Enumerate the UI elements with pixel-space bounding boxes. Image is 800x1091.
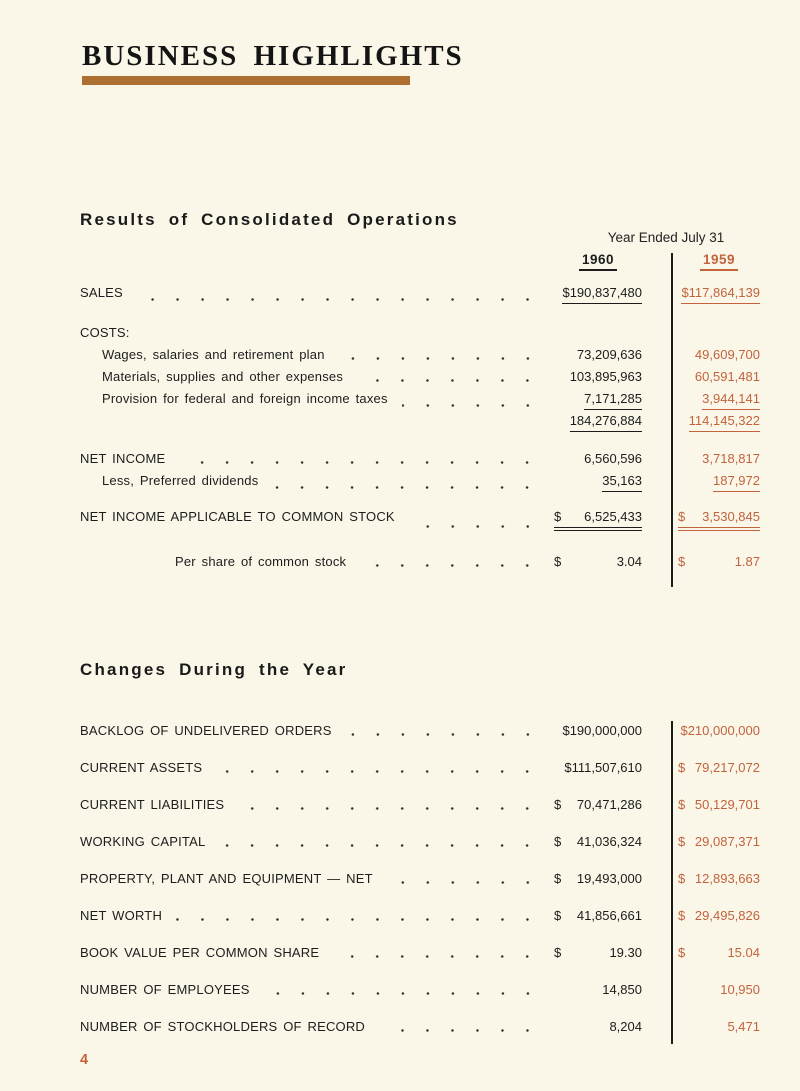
value-1960: 7,171,285: [554, 391, 642, 410]
value-1959: $ 3,530,845: [678, 509, 760, 531]
row-label: WORKING CAPITAL: [80, 834, 206, 849]
value-1960: 35,163: [554, 473, 642, 492]
row-label: CURRENT ASSETS: [80, 760, 203, 775]
table-row: [80, 760, 760, 776]
table-row: [80, 391, 760, 410]
value-1959: 5,471: [727, 1019, 760, 1034]
value-1960: $190,000,000: [562, 723, 642, 738]
row-label: COSTS:: [80, 325, 130, 340]
dot-leader: [346, 733, 540, 736]
column-header-1959: 1959: [678, 252, 760, 271]
row-label: NUMBER OF EMPLOYEES: [80, 982, 250, 997]
dot-leader: [238, 807, 540, 810]
value-1960: $190,837,480: [554, 285, 642, 304]
dot-leader: [219, 844, 540, 847]
value-1959: 10,950: [720, 982, 760, 997]
value-1960: $111,507,610: [564, 760, 642, 775]
dot-leader: [402, 404, 540, 407]
table-row: [80, 1019, 760, 1035]
dot-leader: [387, 881, 540, 884]
dot-leader: [216, 770, 540, 773]
dot-leader: [333, 955, 540, 958]
dot-leader: [357, 379, 540, 382]
row-label: CURRENT LIABILITIES: [80, 797, 225, 812]
value-1960: $ 41,856,661: [554, 908, 642, 923]
row-label: NET INCOME: [80, 451, 166, 466]
value-1960: 73,209,636: [576, 347, 642, 362]
row-label: NET INCOME APPLICABLE TO COMMON STOCK: [80, 509, 395, 524]
value-1959: $210,000,000: [680, 723, 760, 738]
row-label: Less, Preferred dividends: [102, 473, 259, 488]
value-1959: 3,718,817: [702, 451, 760, 466]
value-1960: $ 19.30: [554, 945, 642, 960]
value-1959: 3,944,141: [678, 391, 760, 410]
value-1960: 14,850: [602, 982, 642, 997]
column-header-1960: 1960: [554, 252, 642, 271]
value-1960: $ 70,471,286: [554, 797, 642, 812]
value-1959: $ 29,087,371: [678, 834, 760, 849]
row-label: Materials, supplies and other expenses: [102, 369, 344, 384]
table-row: [80, 451, 760, 467]
row-label: BOOK VALUE PER COMMON SHARE: [80, 945, 320, 960]
value-1959: $ 1.87: [678, 554, 760, 569]
table-row: [80, 554, 760, 570]
table-row: [80, 473, 760, 492]
changes-section-heading: Changes During the Year: [80, 660, 348, 679]
page-number: 4: [80, 1052, 89, 1068]
value-1960: 6,560,596: [584, 451, 642, 466]
dot-leader: [339, 357, 540, 360]
dot-leader: [176, 918, 540, 921]
dot-leader: [264, 992, 540, 995]
value-1960: $ 6,525,433: [554, 509, 642, 531]
row-label: BACKLOG OF UNDELIVERED ORDERS: [80, 723, 332, 738]
value-1959: $ 15.04: [678, 945, 760, 960]
value-1960: 184,276,884: [554, 413, 642, 432]
period-label: Year Ended July 31: [607, 230, 725, 245]
table-row: [80, 509, 760, 531]
table-row: [80, 369, 760, 385]
value-1959: $ 12,893,663: [678, 871, 760, 886]
table-row: [80, 945, 760, 961]
table-row: [80, 908, 760, 924]
row-label: SALES: [80, 285, 123, 300]
value-1959: 114,145,322: [678, 413, 760, 432]
dot-leader: [409, 525, 540, 528]
value-1959: 60,591,481: [694, 369, 760, 384]
row-label: Wages, salaries and retirement plan: [102, 347, 325, 362]
value-1960: $ 19,493,000: [554, 871, 642, 886]
table-row-total-costs: [80, 413, 760, 432]
dot-leader: [272, 486, 540, 489]
row-label: Provision for federal and foreign income taxes: [102, 391, 388, 406]
table-row: [80, 723, 760, 739]
value-1959: 49,609,700: [694, 347, 760, 362]
year-header-row: [80, 252, 760, 271]
row-label: NET WORTH: [80, 908, 163, 923]
results-section-heading: Results of Consolidated Operations: [80, 210, 459, 229]
value-1959: $ 29,495,826: [678, 908, 760, 923]
dot-leader: [137, 298, 540, 301]
row-label: PROPERTY, PLANT AND EQUIPMENT — NET: [80, 871, 373, 886]
value-1960: 103,895,963: [569, 369, 642, 384]
value-1960: 8,204: [609, 1019, 642, 1034]
value-1959: $ 79,217,072: [678, 760, 760, 775]
table-row: [80, 982, 760, 998]
value-1960: $ 41,036,324: [554, 834, 642, 849]
value-1959: $117,864,139: [678, 285, 760, 304]
dot-leader: [379, 1029, 540, 1032]
title-underline-bar: [82, 76, 410, 85]
value-1960: $ 3.04: [554, 554, 642, 569]
row-label: NUMBER OF STOCKHOLDERS OF RECORD: [80, 1019, 366, 1034]
table-row: [80, 834, 760, 850]
table-row: [80, 285, 760, 304]
row-label: Per share of common stock: [175, 554, 347, 569]
table-row: [80, 325, 760, 341]
table-row: [80, 871, 760, 887]
value-1959: $ 50,129,701: [678, 797, 760, 812]
dot-leader: [360, 564, 540, 567]
value-1959: 187,972: [678, 473, 760, 492]
dot-leader: [179, 461, 540, 464]
table-row: [80, 347, 760, 363]
page-title: BUSINESS HIGHLIGHTS: [82, 40, 464, 72]
table-row: [80, 797, 760, 813]
